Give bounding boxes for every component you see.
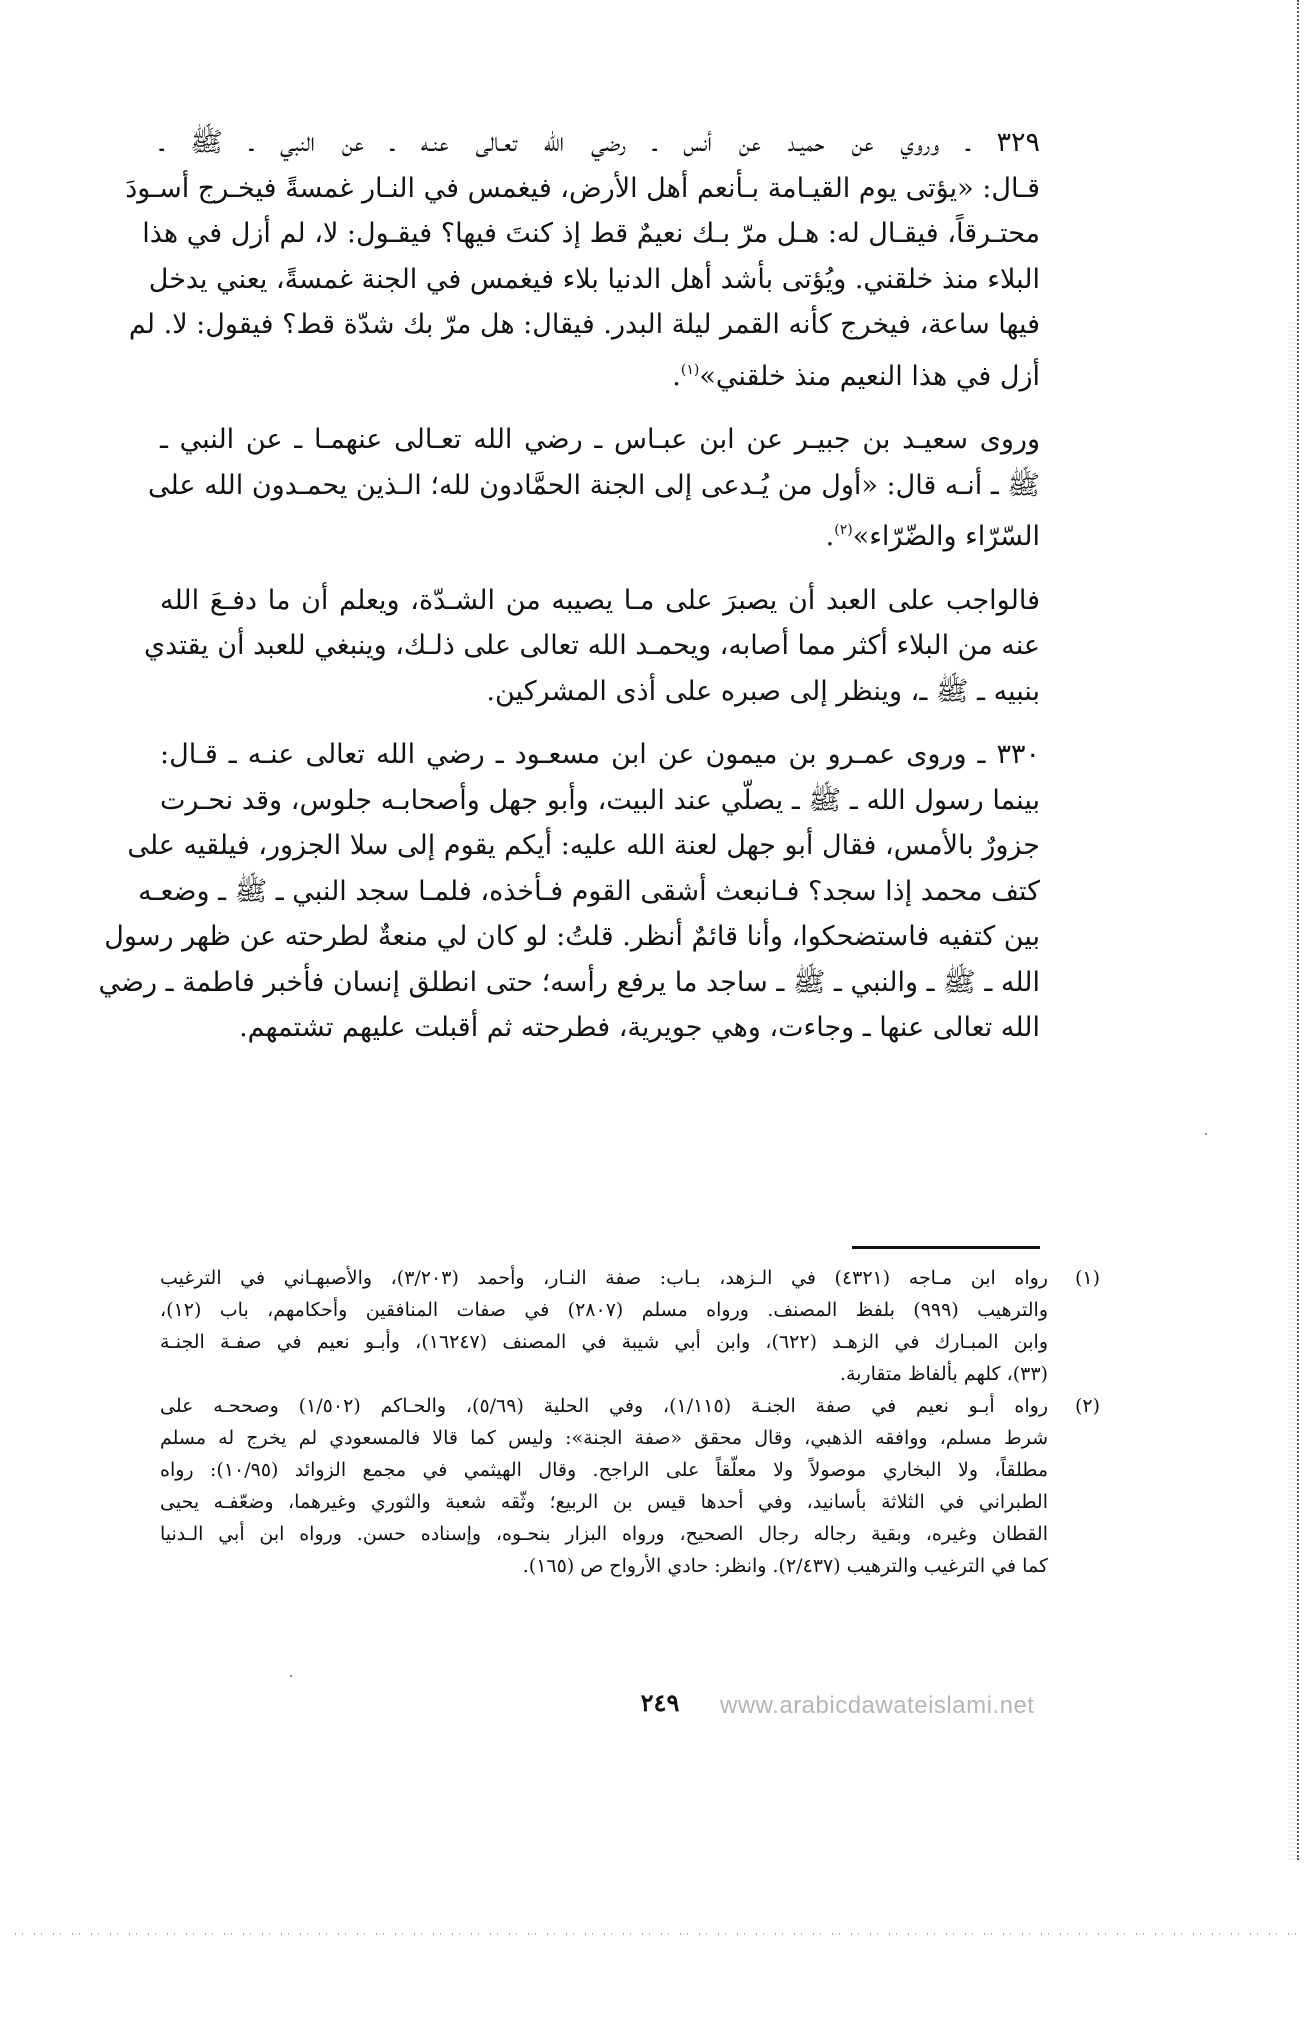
text-line-content: أزل في هذا النعيم منذ خلقني» bbox=[699, 360, 1040, 392]
text-line: ﷺ ـ أنـه قال: «أول من يُـدعى إلى الجنة الحمَّادون لله؛ الـذين يحمـدون الله على bbox=[147, 469, 1040, 501]
main-text bbox=[98, 120, 1040, 1069]
footnote-line: الطبراني في الثلاثة بأسانيد، وفي أحدها قيس بن الربيع؛ وثّقه شعبة والثوري وغيرهما، وضعّفـه يحيى bbox=[160, 1491, 1048, 1513]
trailing-punct: . bbox=[825, 521, 835, 552]
text-line: بين كتفيه فاستضحكوا، وأنا قائمٌ أنظر. قلتُ: لو كان لي منعةٌ لطرحته عن ظهر رسول bbox=[104, 921, 1040, 952]
scan-speck bbox=[290, 1675, 292, 1677]
text-line: البلاء منذ خلقني. ويُؤتى بأشد أهل الدنيا بلاء فيغمس في الجنة غمسةً، يعني يدخل bbox=[148, 263, 1040, 295]
text-line: وروى سعيـد بن جبيـر عن ابن عبـاس ـ رضي الله تعـالى عنهمـا ـ عن النبي ـ bbox=[160, 424, 1040, 455]
text-line-content: السّرّاء والضّرّاء» bbox=[852, 521, 1040, 552]
text-line: عنه من البلاء أكثر مما أصابه، ويحمـد الله تعالى على ذلـك، وينبغي للعبد أن يقتدي bbox=[144, 630, 1040, 661]
text-line: كتف محمد إذا سجد؟ فـانبعث أشقى القوم فـأخذه، فلمـا سجد النبي ـ ﷺ ـ وضعـه bbox=[138, 875, 1040, 907]
footnote-ref-1[interactable]: (١) bbox=[680, 361, 700, 378]
footnote-body bbox=[160, 1390, 1048, 1582]
paragraph-hadith-329 bbox=[125, 120, 1040, 399]
footnote-line: رواه ابن مـاجه (٤٣٢١) في الـزهد، بـاب: صفة النـار، وأحمد (٣/٢٠٣)، والأصبهـاني في الترغيب bbox=[160, 1267, 1048, 1289]
paragraph-said-ibn-jubayr bbox=[147, 417, 1040, 560]
page-number: ٢٤٩ bbox=[640, 1688, 680, 1717]
footnote-line: والترهيب (٩٩٩) بلفظ المصنف. ورواه مسلم (٢٨٠٧) في صفات المنافقين وأحكامهم، باب (١٢)، bbox=[160, 1299, 1048, 1321]
footnote-number: (١) bbox=[1074, 1267, 1100, 1289]
text-line: قـال: «يؤتى يوم القيـامة بـأنعم أهل الأرض، فيغمس في النـار غمسةً فيخـرج أسـودَ bbox=[125, 172, 1040, 204]
footnote-line: كما في الترغيب والترهيب (٢/٤٣٧). وانظر: حادي الأرواح ص (١٦٥). bbox=[522, 1555, 1048, 1577]
text-line: فالواجب على العبد أن يصبرَ على مـا يصيبه من الشـدّة، ويعلم أن ما دفـعَ الله bbox=[160, 584, 1040, 616]
text-line: الله تعالى عنها ـ وجاءت، وهي جويرية، فطرحته ثم أقبلت عليهم تشتمهم. bbox=[239, 1012, 1040, 1043]
text-line: بنبيه ـ ﷺ ـ، وينظر إلى صبره على أذى المشركين. bbox=[486, 675, 1040, 707]
footnote-body bbox=[160, 1262, 1048, 1390]
paragraph-commentary bbox=[144, 578, 1040, 715]
footnote-line: مطلقاً، ولا البخاري موصولاً ولا معلّقاً على الراجح. وقال الهيثمي في مجمع الزوائد (١٠/٩٥): رواه bbox=[160, 1459, 1049, 1481]
text-line: ٣٣٠ ـ وروى عمـرو بن ميمون عن ابن مسعـود ـ رضي الله تعالى عنـه ـ قـال: bbox=[160, 739, 1040, 770]
text-line: جزورٌ بالأمس، فقال أبو جهل لعنة الله عليه: أيكم يقوم إلى سلا الجزور، فيلقيه على bbox=[127, 830, 1040, 861]
scan-speck bbox=[1205, 1133, 1207, 1135]
footnote-line: رواه أبـو نعيم في صفة الجنـة (١/١١٥)، وفي الحلية (٥/٦٩)، والحـاكم (١/٥٠٢) وصححـه على bbox=[160, 1395, 1048, 1417]
trailing-punct: . bbox=[672, 360, 681, 392]
footnote-line: (٣٣)، كلهم بألفاظ متقاربة. bbox=[839, 1363, 1048, 1385]
footnote-ref-2[interactable]: (٢) bbox=[834, 522, 853, 538]
text-line: فيها ساعة، فيخرج كأنه القمر ليلة البدر. فيقال: هل مرّ بك شدّة قط؟ فيقول: لا. لم bbox=[128, 309, 1040, 340]
text-line bbox=[160, 348, 1040, 400]
footnotes bbox=[160, 1262, 1100, 1582]
footnote-2 bbox=[160, 1390, 1100, 1582]
scan-edge-line bbox=[1297, 0, 1299, 1860]
text-line: بينما رسول الله ـ ﷺ ـ يصلّي عند البيت، وأبو جهل وأصحابـه جلوس، وقد نحـرت bbox=[160, 784, 1040, 816]
footnote-divider bbox=[852, 1246, 1040, 1249]
paragraph-hadith-330 bbox=[98, 732, 1040, 1051]
text-line: ٣٢٩ ـ وروي عن حميـد عن أنس ـ رضي الله تعـالى عنـه ـ عن النبي ـ ﷺ ـ bbox=[160, 127, 1040, 158]
footnote-line: شرط مسلم، ووافقه الذهبي، وقال محقق «صفة الجنة»: وليس كما قالا فالمسعودي لم يخرج له مسلم bbox=[160, 1427, 1048, 1449]
text-line bbox=[160, 508, 1040, 560]
scan-artifact-dots bbox=[15, 1933, 1305, 1935]
footnote-line: وابن المبـارك في الزهـد (٦٢٢)، وابن أبي شيبة في المصنف (١٦٢٤٧)، وأبـو نعيم في صفـة الجنـة bbox=[160, 1331, 1048, 1353]
text-line: محتـرقاً، فيقـال له: هـل مرّ بـك نعيمٌ قط إذ كنتَ فيها؟ فيقـول: لا، لم أزل في هذا bbox=[142, 218, 1040, 249]
footnote-1 bbox=[160, 1262, 1100, 1390]
text-line: الله ـ ﷺ ـ والنبي ـ ﷺ ـ ساجد ما يرفع رأسه؛ حتى انطلق إنسان فأخبر فاطمة ـ رضي bbox=[98, 966, 1040, 998]
footnote-number: (٢) bbox=[1074, 1395, 1100, 1417]
watermark-url: www.arabicdawateislami.net bbox=[720, 1692, 1035, 1719]
footnote-line: القطان وغيره، وبقية رجاله رجال الصحيح، ورواه البزار بنحـوه، وإسناده حسن. ورواه ابن أبي الـدنيا bbox=[160, 1523, 1048, 1545]
